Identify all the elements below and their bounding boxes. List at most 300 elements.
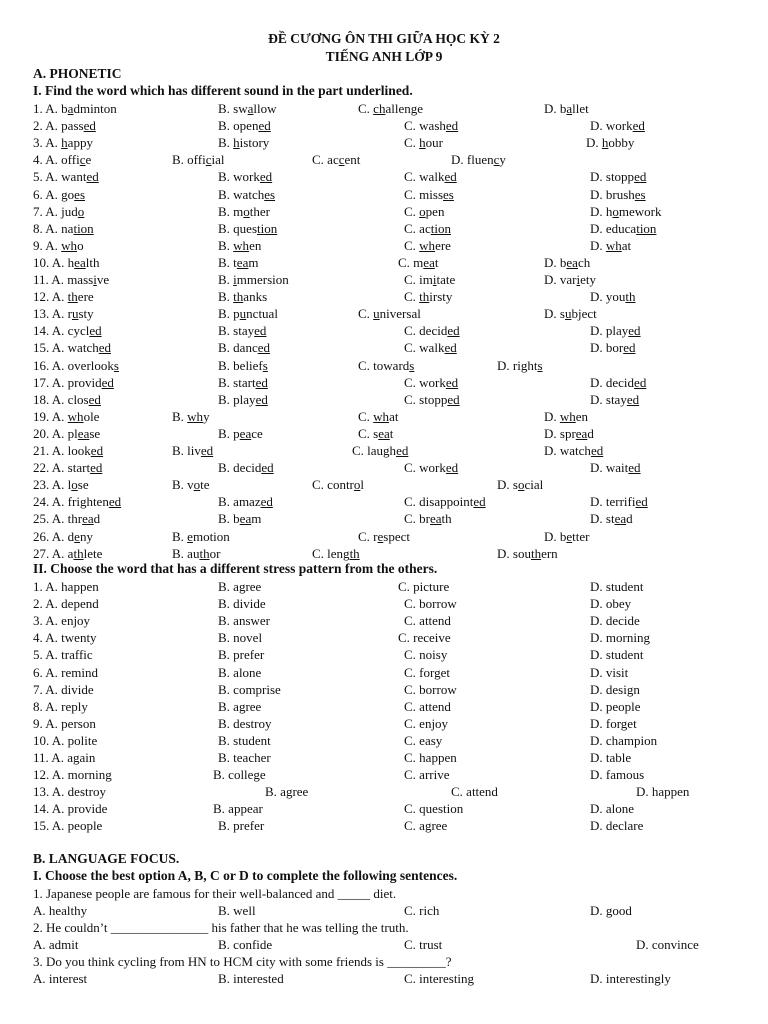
answer-option: C. towards: [358, 357, 415, 373]
answer-option: 14. A. provide: [33, 801, 108, 817]
underlined-part: o: [77, 203, 85, 219]
answer-option: D. when: [544, 408, 589, 424]
underlined-part: ed: [257, 340, 270, 356]
answer-option: 5. A. traffic: [33, 647, 93, 663]
underlined-part: ed: [255, 374, 268, 390]
answer-option: C. hour: [404, 135, 444, 151]
underlined-part: ea: [236, 254, 249, 270]
underlined-part: u: [564, 306, 572, 322]
answer-option: D. stayed: [590, 391, 640, 407]
answer-option: D. fluency: [451, 152, 506, 168]
answer-option: C. universal: [358, 306, 421, 322]
phonetic-question-row: [0, 305, 768, 322]
phonetic-question-row: [0, 237, 768, 254]
answer-option: D. what: [590, 237, 632, 253]
answer-option: B. emotion: [172, 528, 230, 544]
answer-option: B. peace: [218, 425, 263, 441]
underlined-part: ed: [260, 494, 273, 510]
answer-option: C. breath: [404, 511, 452, 527]
underlined-part: ed: [258, 118, 271, 134]
answer-option: 12. A. there: [33, 289, 94, 305]
underlined-part: ed: [108, 494, 122, 510]
question-3: 3. Do you think cycling from HN to HCM city with some friends is _________?: [33, 954, 452, 969]
answer-option: B. watches: [218, 186, 276, 202]
answer-option: B. why: [172, 408, 210, 424]
underlined-part: e: [74, 528, 80, 544]
answer-option: B. punctual: [218, 306, 278, 322]
answer-option: B. confide: [218, 937, 273, 952]
answer-option: C. happen: [404, 750, 457, 765]
answer-option: D. education: [590, 220, 657, 236]
answer-option: D. champion: [590, 732, 658, 748]
answer-option: C. challenge: [358, 101, 423, 116]
answer-option: 15. A. watched: [33, 340, 111, 356]
underlined-part: h: [233, 135, 240, 151]
answer-option: C. control: [312, 477, 365, 493]
answer-option: 3. A. happy: [33, 135, 93, 151]
underlined-part: ed: [635, 494, 648, 510]
stress-question-row: [0, 766, 768, 783]
underlined-part: wh: [605, 237, 622, 253]
phonetic-question-row: [0, 186, 768, 203]
answer-option: C. open: [404, 203, 445, 219]
underlined-part: u: [72, 306, 79, 322]
underlined-part: s: [537, 357, 543, 373]
answer-option: 4. A. office: [33, 152, 92, 168]
underlined-part: e: [566, 528, 573, 544]
question-1: 1. Japanese people are famous for their well-balanced and _____ diet.: [33, 886, 397, 901]
answer-option: B. amazed: [218, 494, 273, 510]
phonetic-question-row: [0, 493, 768, 510]
answer-option: D. convince: [636, 937, 699, 952]
answer-option: 24. A. frightened: [33, 494, 122, 510]
answer-option: C. decided: [404, 323, 460, 339]
underlined-part: i: [233, 272, 237, 287]
stress-question-row: [0, 817, 768, 834]
answer-option: B. beam: [218, 511, 262, 527]
underlined-part: ed: [634, 374, 647, 390]
stress-question-row: [0, 681, 768, 698]
answer-option: C. washed: [404, 118, 459, 134]
answer-option: 15. A. people: [33, 818, 103, 834]
underlined-part: tion: [73, 220, 94, 236]
answer-option: B. mother: [218, 203, 271, 219]
underlined-part: s: [409, 357, 415, 373]
answer-option: D. better: [544, 528, 590, 544]
answer-option: 18. A. closed: [33, 391, 101, 407]
phonetic-question-row: [0, 100, 768, 117]
answer-option: C. laughed: [352, 443, 409, 458]
answer-option: 8. A. reply: [33, 698, 88, 714]
phonetic-question-row: [0, 476, 768, 493]
answer-option: B. decided: [218, 460, 274, 476]
answer-option: C. agree: [404, 818, 448, 834]
answer-option: B. appear: [213, 801, 263, 817]
answer-option: 9. A. person: [33, 715, 96, 731]
answer-option: B. played: [218, 391, 268, 407]
answer-option: B. alone: [218, 664, 262, 680]
answer-option: 11. A. again: [33, 750, 96, 765]
answer-option: C. noisy: [404, 647, 448, 663]
underlined-part: ed: [261, 460, 274, 476]
answer-option: B. question: [218, 220, 278, 236]
stress-question-row: [0, 783, 768, 800]
underlined-part: ea: [82, 511, 94, 527]
answer-option: D. waited: [590, 460, 641, 476]
underlined-part: ed: [445, 118, 459, 134]
answer-option: C. respect: [358, 528, 410, 544]
answer-option: C. accent: [312, 152, 361, 168]
options-row: [0, 970, 768, 987]
answer-option: C. question: [404, 801, 464, 817]
underlined-part: th: [73, 545, 84, 561]
phonetic-question-row: [0, 151, 768, 168]
answer-option: C. easy: [404, 732, 443, 748]
answer-option: D. watched: [544, 443, 604, 458]
answer-option: D. morning: [590, 630, 650, 646]
answer-option: B. stayed: [218, 323, 267, 339]
underlined-part: th: [349, 545, 360, 561]
underlined-part: c: [79, 152, 86, 168]
answer-option: B. immersion: [218, 272, 289, 287]
underlined-part: ed: [86, 169, 99, 185]
answer-option: 11. A. massive: [33, 272, 110, 287]
underlined-part: a: [566, 101, 573, 116]
underlined-part: es: [634, 186, 646, 202]
answer-option: D. beach: [544, 254, 591, 270]
underlined-part: o: [71, 477, 78, 493]
part2-heading: II. Choose the word that has a different stress pattern from the others.: [33, 561, 438, 576]
underlined-part: u: [239, 306, 247, 322]
answer-option: D. homework: [590, 203, 662, 219]
answer-option: B. novel: [218, 630, 263, 646]
answer-option: B. agree: [265, 784, 309, 800]
answer-option: C. borrow: [404, 596, 457, 612]
phonetic-question-row: [0, 203, 768, 220]
answer-option: B. team: [218, 254, 259, 270]
answer-option: C. walked: [404, 169, 457, 185]
underlined-part: ed: [101, 374, 114, 390]
underlined-part: e: [377, 528, 384, 544]
underlined-part: ed: [632, 118, 645, 134]
answer-option: B. opened: [218, 118, 271, 134]
underlined-part: tion: [430, 220, 451, 236]
answer-option: B. interested: [218, 971, 284, 986]
stress-question-row: [0, 578, 768, 595]
underlined-part: ed: [590, 443, 604, 458]
phonetic-question-row: [0, 220, 768, 237]
answer-option: C. arrive: [404, 767, 450, 783]
answer-option: C. meat: [398, 254, 439, 270]
underlined-part: e: [187, 528, 193, 544]
answer-option: D. subject: [544, 306, 597, 322]
answer-option: C. enjoy: [404, 715, 449, 731]
answer-option: C. rich: [404, 903, 440, 918]
answer-option: 22. A. started: [33, 460, 103, 476]
answer-option: D. interestingly: [590, 971, 671, 986]
answer-option: D. alone: [590, 801, 635, 817]
phonetic-question-row: [0, 425, 768, 442]
underlined-part: h: [61, 135, 68, 151]
answer-option: D. student: [590, 579, 644, 594]
phonetic-question-row: [0, 134, 768, 151]
answer-option: D. brushes: [590, 186, 646, 202]
answer-option: C. thirsty: [404, 289, 453, 305]
underlined-part: es: [264, 186, 276, 202]
answer-option: B. official: [172, 152, 225, 168]
options-row: [0, 902, 768, 919]
answer-option: C. picture: [398, 579, 450, 594]
underlined-part: th: [419, 289, 430, 305]
answer-option: 25. A. thread: [33, 511, 101, 527]
answer-option: 10. A. health: [33, 254, 100, 270]
stress-question-row: [0, 698, 768, 715]
part3-heading: I. Choose the best option A, B, C or D to complete the following sentences.: [33, 868, 458, 883]
answer-option: A. healthy: [33, 903, 88, 918]
underlined-part: h: [601, 135, 609, 151]
underlined-part: ed: [628, 460, 641, 476]
answer-option: B. agree: [218, 698, 262, 714]
answer-option: 1. A. happen: [33, 579, 99, 594]
phonetic-question-row: [0, 254, 768, 271]
underlined-part: ed: [254, 323, 267, 339]
underlined-part: th: [530, 545, 542, 561]
underlined-part: ea: [614, 511, 627, 527]
answer-option: D. good: [590, 903, 632, 918]
answer-option: D. rights: [497, 357, 543, 373]
answer-option: D. happen: [636, 784, 690, 800]
answer-option: 3. A. enjoy: [33, 613, 91, 629]
stress-question-row: [0, 629, 768, 646]
answer-option: B. vote: [172, 477, 210, 493]
answer-option: D. obey: [590, 596, 632, 612]
underlined-part: ed: [83, 118, 96, 134]
phonetic-question-row: [0, 391, 768, 408]
answer-option: B. history: [218, 135, 270, 151]
answer-option: C. where: [404, 237, 451, 253]
answer-option: B. destroy: [218, 715, 272, 731]
underlined-part: ea: [575, 425, 588, 441]
answer-option: D. terrified: [590, 494, 648, 510]
answer-option: B. divide: [218, 596, 266, 612]
answer-option: D. youth: [590, 289, 636, 305]
underlined-part: a: [247, 101, 254, 116]
stress-question-row: [0, 732, 768, 749]
answer-option: C. attend: [404, 613, 451, 629]
phonetic-question-row: [0, 459, 768, 476]
underlined-part: i: [93, 272, 97, 287]
underlined-part: a: [67, 101, 74, 116]
answer-option: 5. A. wanted: [33, 169, 99, 185]
answer-option: D. social: [497, 477, 544, 493]
phonetic-question-row: [0, 322, 768, 339]
answer-option: 20. A. please: [33, 425, 101, 441]
answer-option: B. when: [218, 237, 262, 253]
answer-option: D. student: [590, 647, 644, 663]
underlined-part: ed: [445, 374, 459, 390]
underlined-part: c: [205, 152, 212, 168]
phonetic-question-row: [0, 528, 768, 545]
answer-option: D. decided: [590, 374, 647, 390]
answer-option: C. attend: [451, 784, 498, 800]
underlined-part: ed: [90, 460, 103, 476]
stress-question-row: [0, 749, 768, 766]
answer-option: C. worked: [404, 460, 459, 476]
answer-option: D. played: [590, 323, 641, 339]
section-a-heading: A. PHONETIC: [33, 66, 122, 81]
answer-option: D. bored: [590, 340, 636, 356]
answer-option: A. admit: [33, 937, 79, 952]
underlined-part: ed: [634, 169, 647, 185]
underlined-part: th: [199, 545, 210, 561]
underlined-part: s: [262, 357, 268, 373]
underlined-part: es: [74, 186, 86, 202]
phonetic-question-row: [0, 510, 768, 527]
underlined-part: c: [338, 152, 345, 168]
phonetic-question-row: [0, 168, 768, 185]
underlined-part: ed: [447, 391, 460, 407]
underlined-part: ed: [89, 323, 102, 339]
answer-option: B. prefer: [218, 818, 265, 834]
underlined-part: ed: [259, 169, 273, 185]
answer-option: D. southern: [497, 545, 558, 561]
underlined-part: o: [353, 477, 361, 493]
answer-option: B. thanks: [218, 289, 268, 305]
answer-option: 23. A. lose: [33, 477, 89, 493]
phonetic-question-row: [0, 271, 768, 288]
underlined-part: ed: [396, 443, 409, 458]
answer-option: 6. A. goes: [33, 186, 86, 202]
answer-option: 27. A. athlete: [33, 545, 103, 561]
answer-option: B. answer: [218, 613, 270, 629]
answer-option: 13. A. rusty: [33, 306, 94, 322]
answer-option: C. borrow: [404, 681, 457, 697]
stress-question-row: [0, 800, 768, 817]
underlined-part: ed: [444, 340, 457, 356]
underlined-part: ea: [423, 254, 435, 270]
answer-option: B. worked: [218, 169, 273, 185]
answer-option: C. interesting: [404, 971, 475, 986]
answer-option: 7. A. divide: [33, 681, 94, 697]
answer-option: D. stead: [590, 511, 633, 527]
underlined-part: ea: [566, 254, 578, 270]
options-row: [0, 936, 768, 953]
underlined-part: u: [373, 306, 380, 322]
answer-option: D. variety: [544, 272, 597, 287]
phonetic-question-row: [0, 288, 768, 305]
answer-option: D. decide: [590, 613, 640, 629]
underlined-part: s: [113, 357, 119, 373]
answer-option: B. student: [218, 732, 271, 748]
answer-option: D. spread: [544, 425, 594, 441]
answer-option: 8. A. nation: [33, 220, 94, 236]
answer-option: 13. A. destroy: [33, 784, 106, 800]
question-2: 2. He couldn’t _______________ his father that he was telling the truth.: [33, 920, 409, 935]
answer-option: B. prefer: [218, 647, 265, 663]
answer-option: D. hobby: [586, 135, 635, 151]
answer-option: B. agree: [218, 579, 262, 594]
underlined-part: o: [612, 203, 619, 219]
answer-option: D. table: [590, 750, 632, 765]
answer-option: 7. A. judo: [33, 203, 85, 219]
underlined-part: o: [419, 203, 426, 219]
answer-option: D. forget: [590, 715, 637, 731]
answer-option: C. seat: [358, 425, 394, 441]
phonetic-question-row: [0, 357, 768, 374]
underlined-part: ed: [98, 340, 111, 356]
answer-option: B. swallow: [218, 101, 277, 116]
answer-option: 19. A. whole: [33, 408, 100, 424]
underlined-part: o: [193, 477, 201, 493]
underlined-part: ea: [77, 425, 90, 441]
answer-option: C. attend: [404, 698, 451, 714]
answer-option: B. beliefs: [218, 357, 268, 373]
underlined-part: th: [625, 289, 636, 305]
underlined-part: ea: [430, 511, 442, 527]
answer-option: 16. A. overlooks: [33, 357, 119, 373]
underlined-part: ed: [444, 169, 457, 185]
underlined-part: ed: [255, 391, 268, 407]
answer-option: B. college: [213, 767, 266, 783]
answer-option: D. worked: [590, 118, 645, 134]
underlined-part: ea: [239, 425, 252, 441]
phonetic-question-row: [0, 117, 768, 134]
underlined-part: ch: [373, 101, 386, 116]
answer-option: 9. A. who: [33, 237, 84, 253]
document-subtitle: TIẾNG ANH LỚP 9: [325, 49, 443, 64]
underlined-part: wh: [67, 408, 84, 424]
answer-option: B. author: [172, 545, 221, 561]
underlined-part: ed: [626, 391, 640, 407]
answer-option: D. design: [590, 681, 640, 697]
phonetic-question-row: [0, 408, 768, 425]
answer-option: C. length: [312, 545, 360, 561]
answer-option: B. well: [218, 903, 256, 918]
stress-question-row: [0, 595, 768, 612]
underlined-part: ed: [473, 494, 486, 510]
answer-option: C. disappointed: [404, 494, 486, 510]
underlined-part: tion: [636, 220, 657, 236]
underlined-part: wh: [233, 237, 250, 253]
answer-option: C. action: [404, 220, 451, 236]
phonetic-question-row: [0, 442, 768, 459]
underlined-part: ea: [74, 254, 86, 270]
answer-option: C. imitate: [404, 272, 456, 287]
underlined-part: ed: [447, 323, 460, 339]
underlined-part: ea: [239, 511, 252, 527]
answer-option: B. started: [218, 374, 268, 390]
answer-option: C. forget: [404, 664, 450, 680]
answer-option: 14. A. cycled: [33, 323, 102, 339]
answer-option: B. comprise: [218, 681, 281, 697]
underlined-part: ed: [90, 443, 104, 458]
underlined-part: ed: [445, 460, 459, 476]
underlined-part: ed: [200, 443, 214, 458]
underlined-part: wh: [187, 408, 204, 424]
answer-option: C. worked: [404, 374, 459, 390]
stress-question-row: [0, 646, 768, 663]
answer-option: C. receive: [398, 630, 451, 646]
answer-option: C. misses: [404, 186, 454, 202]
answer-option: 4. A. twenty: [33, 630, 97, 646]
underlined-part: ed: [628, 323, 641, 339]
underlined-part: es: [443, 186, 454, 202]
answer-option: B. lived: [172, 443, 214, 458]
answer-option: D. visit: [590, 664, 629, 680]
underlined-part: o: [243, 203, 250, 219]
underlined-part: wh: [373, 408, 390, 424]
answer-option: 1. A. badminton: [33, 101, 117, 116]
